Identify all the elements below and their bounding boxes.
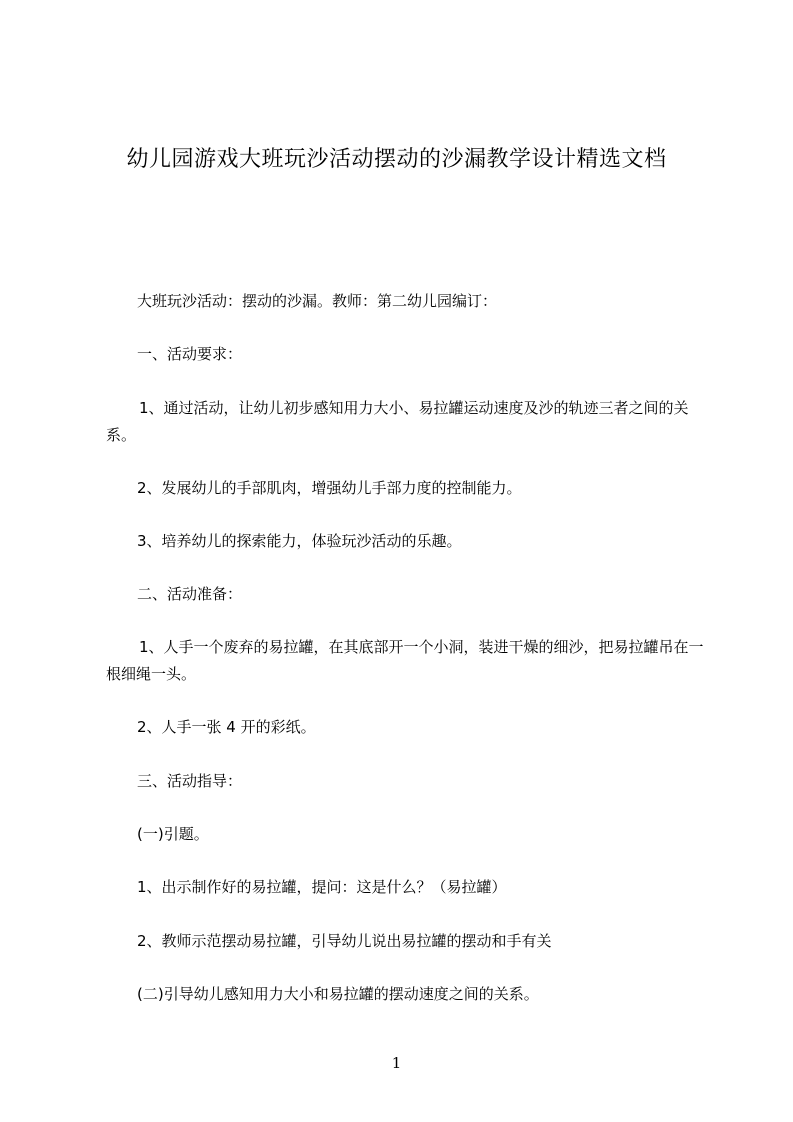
paragraph-text: 二、活动准备： [137, 585, 243, 603]
subsection-heading-relationship [106, 981, 712, 1008]
paragraph-intro [106, 288, 712, 315]
list-item-requirement-3 [106, 528, 712, 555]
paragraph-text: 1、出示制作好的易拉罐，提问：这是什么？（易拉罐） [137, 878, 507, 896]
document-title: 幼儿园游戏大班玩沙活动摆动的沙漏教学设计精选文档 [126, 147, 667, 172]
subsection-heading-intro [106, 821, 712, 848]
paragraph-text: 一、活动要求： [137, 345, 243, 363]
paragraph-text: (二)引导幼儿感知用力大小和易拉罐的摆动速度之间的关系。 [137, 985, 539, 1003]
list-item-preparation-2 [106, 714, 712, 741]
paragraph-text: 2、人手一张 4 开的彩纸。 [137, 718, 316, 736]
list-item-preparation-1: 1、人手一个废弃的易拉罐，在其底部开一个小洞，装进干燥的细沙，把易拉罐吊在一根细绳一头。 [106, 638, 704, 683]
paragraph-text: 大班玩沙活动：摆动的沙漏。教师：第二幼儿园编订： [137, 292, 498, 310]
paragraph-text: 三、活动指导： [137, 772, 243, 790]
paragraph-text: 2、发展幼儿的手部肌肉，增强幼儿手部力度的控制能力。 [137, 479, 522, 497]
paragraph-text: 2、教师示范摆动易拉罐，引导幼儿说出易拉罐的摆动和手有关 [137, 932, 552, 950]
list-item-requirement-2 [106, 475, 712, 502]
paragraph-text: (一)引题。 [137, 825, 209, 843]
section-heading-guidance [106, 768, 712, 795]
page-number: 1 [391, 1054, 402, 1072]
list-item-requirement-1: 1、通过活动，让幼儿初步感知用力大小、易拉罐运动速度及沙的轨迹三者之间的关系。 [106, 399, 689, 444]
section-heading-preparation [106, 581, 712, 608]
paragraph-text: 3、培养幼儿的探索能力，体验玩沙活动的乐趣。 [137, 532, 462, 550]
section-heading-requirements [106, 341, 712, 368]
list-item-guidance-1 [106, 874, 712, 901]
list-item-guidance-2 [106, 928, 712, 955]
